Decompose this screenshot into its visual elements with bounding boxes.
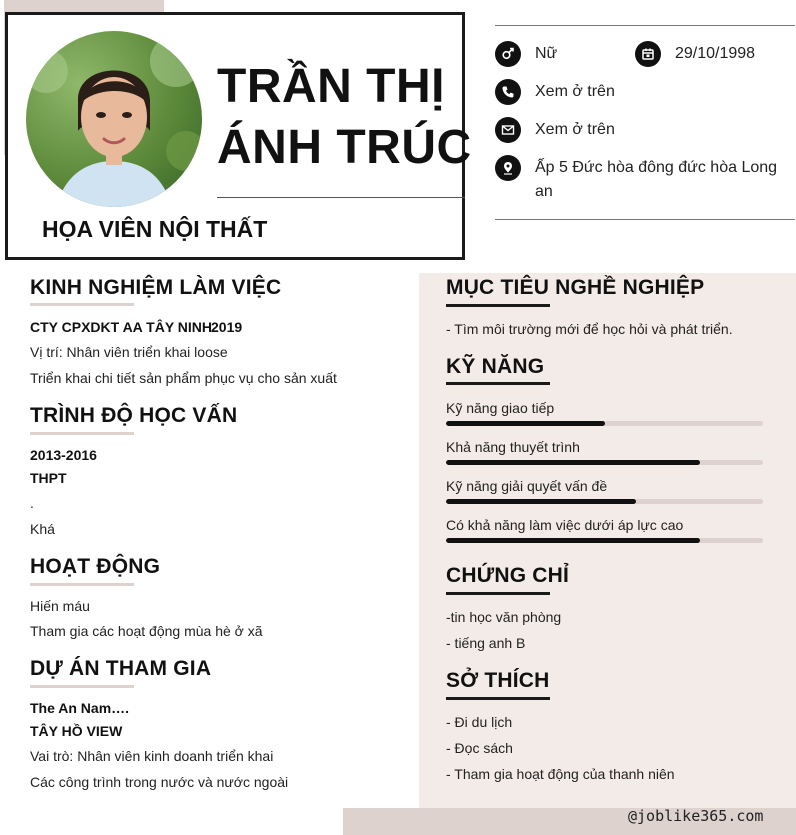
project-name: The An Nam….: [30, 700, 130, 716]
activity-item: Hiến máu: [30, 598, 90, 614]
education-years: 2013-2016: [30, 447, 97, 463]
skill-bar-fill: [446, 421, 605, 426]
calendar-icon: [635, 41, 661, 67]
hobbies-underline: [446, 697, 550, 700]
name-line-1: TRẦN THỊ: [217, 60, 445, 113]
location-icon: [495, 155, 521, 181]
email-value: Xem ở trên: [535, 121, 615, 138]
address-value: [535, 156, 777, 204]
skill-label: Có khả năng làm việc dưới áp lực cao: [446, 517, 684, 533]
projects-underline: [30, 685, 134, 688]
certificates-title: CHỨNG CHỈ: [446, 564, 570, 587]
experience-year: 2019: [211, 319, 243, 335]
phone-icon: [495, 79, 521, 105]
projects-title: DỰ ÁN THAM GIA: [30, 657, 212, 680]
skill-label: Kỹ năng giao tiếp: [446, 400, 555, 416]
certificate-item: - tiếng anh B: [446, 635, 526, 651]
address-line-1: Ấp 5 Đức hòa đông đức hòa Long: [535, 159, 778, 176]
certificates-underline: [446, 592, 550, 595]
name-line-2: ÁNH TRÚC: [217, 121, 472, 174]
education-school: THPT: [30, 470, 67, 486]
skill-bar-fill: [446, 460, 700, 465]
experience-description: Triển khai chi tiết sản phẩm phục vụ cho sản xuất: [30, 370, 337, 386]
skill-bar: [446, 499, 763, 504]
education-grade: Khá: [30, 521, 55, 537]
hobby-item: - Đi du lịch: [446, 714, 513, 730]
address-line-2: an: [535, 183, 553, 200]
watermark: @joblike365.com: [628, 807, 764, 825]
activities-title: HOẠT ĐỘNG: [30, 555, 161, 578]
activity-item: Tham gia các hoạt động mùa hè ở xã: [30, 623, 263, 639]
objective-text: - Tìm môi trường mới để học hỏi và phát triển.: [446, 321, 733, 337]
hobby-item: - Tham gia hoạt động của thanh niên: [446, 766, 675, 782]
experience-title: KINH NGHIỆM LÀM VIỆC: [30, 276, 282, 299]
phone-value: Xem ở trên: [535, 83, 615, 100]
contact-bottom-divider: [495, 219, 795, 220]
gender-value: Nữ: [535, 45, 558, 62]
education-title: TRÌNH ĐỘ HỌC VẤN: [30, 404, 238, 427]
objective-title: MỤC TIÊU NGHỀ NGHIỆP: [446, 276, 705, 299]
certificate-item: -tin học văn phòng: [446, 609, 562, 625]
skills-title: KỸ NĂNG: [446, 355, 545, 378]
hobby-item: - Đọc sách: [446, 740, 513, 756]
project-description: Các công trình trong nước và nước ngoài: [30, 774, 289, 790]
experience-position: Vị trí: Nhân viên triển khai loose: [30, 344, 228, 360]
experience-company: CTY CPXDKT AA TÂY NINH: [30, 319, 213, 335]
skills-underline: [446, 382, 550, 385]
objective-underline: [446, 304, 550, 307]
skill-bar: [446, 538, 763, 543]
education-major: .: [30, 495, 34, 511]
skill-label: Kỹ năng giải quyết vấn đề: [446, 478, 608, 494]
skill-bar: [446, 421, 763, 426]
avatar: [26, 31, 202, 207]
job-title: HỌA VIÊN NỘI THẤT: [42, 216, 268, 242]
full-name: [217, 56, 472, 178]
birthday-value: 29/10/1998: [675, 45, 756, 62]
project-role: Vai trò: Nhân viên kinh doanh triển khai: [30, 748, 274, 764]
name-divider: [217, 197, 465, 198]
activities-underline: [30, 583, 134, 586]
contact-top-divider: [495, 25, 795, 26]
project-sub: TÂY HỒ VIEW: [30, 723, 123, 739]
gender-icon: [495, 41, 521, 67]
hobbies-title: SỞ THÍCH: [446, 669, 550, 692]
email-icon: [495, 117, 521, 143]
skill-bar-fill: [446, 538, 700, 543]
experience-underline: [30, 303, 134, 306]
skill-label: Khả năng thuyết trình: [446, 439, 580, 455]
skill-bar-fill: [446, 499, 636, 504]
education-underline: [30, 432, 134, 435]
skill-bar: [446, 460, 763, 465]
